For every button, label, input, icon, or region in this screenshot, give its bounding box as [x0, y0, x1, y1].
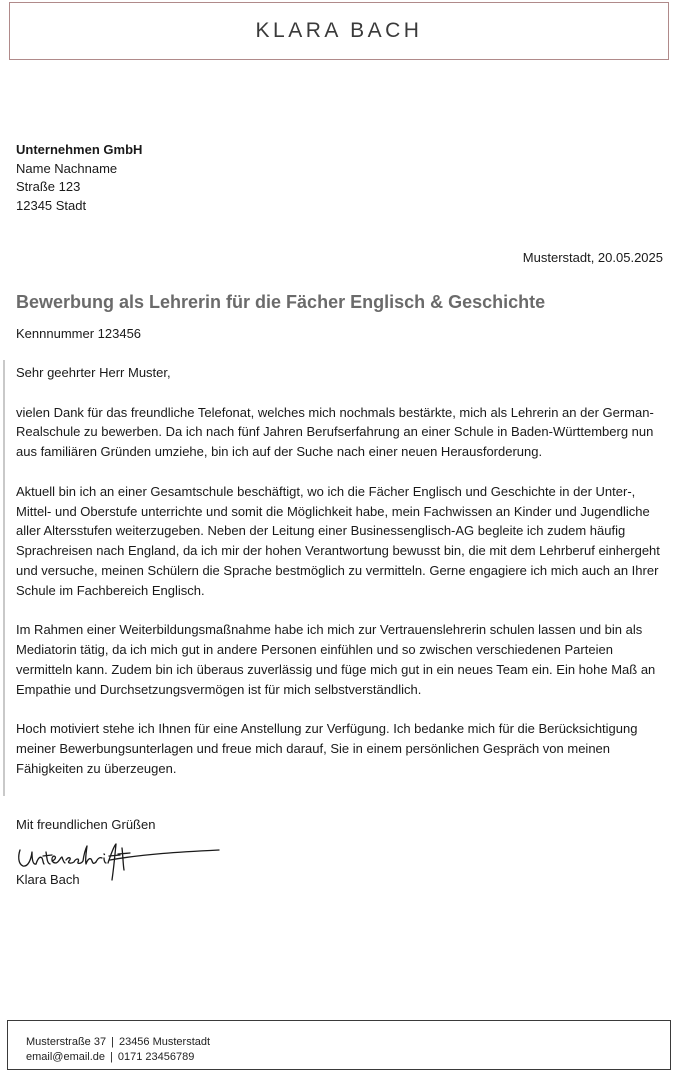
letter-subject: Bewerbung als Lehrerin für die Fächer Englisch & Geschichte: [16, 292, 546, 312]
margin-rule: [3, 360, 5, 796]
footer-address-line: [26, 1036, 210, 1048]
body-paragraph-2: Aktuell bin ich an einer Gesamtschule beschäftigt, wo ich die Fächer Englisch und Geschichte in der Unter-, Mittel- und Oberstufe unterrichte und somit die Möglichkeit habe, mein Fachwissen an Kinder und Jugendliche aller Altersstufen weiterzugeben. Neben der Leitung einer Businessenglisch-AG begleite ich zudem häufig Sprachreisen nach England, da ich mir der hohen Verantwortung bewusst bin, die mit dem Lehrberuf einhergeht und versuche, meinen Schülern die Sprache bestmöglich zu vermitteln. Gerne engagiere ich mich auch an Ihrer Schule im Fachbereich Englisch.: [16, 483, 660, 598]
salutation: Sehr geehrter Herr Muster,: [16, 365, 171, 380]
recipient-street: Straße 123: [16, 179, 81, 194]
footer-street: Musterstraße 37: [26, 1036, 107, 1048]
signer-name: Klara Bach: [16, 872, 80, 887]
footer-email: email@email.de: [26, 1051, 106, 1063]
letter-footer: [7, 1020, 671, 1070]
recipient-contact: Name Nachname: [16, 160, 118, 176]
body-paragraph-3: Im Rahmen einer Weiterbildungsmaßnahme habe ich mich zur Vertrauenslehrerin schulen lassen und bin als Mediatorin tätig, da ich mich gut in andere Personen einfühlen und so zwischen verschiedenen Parteien vermitteln kann. Zudem bin ich überaus zuverlässig und füge mich gut in ein neues Team ein. Ein hohe Maß an Empathie und Durchsetzungsvermögen ist für mich selbstverständlich.: [16, 622, 656, 697]
sender-name-heading: KLARA BACH: [255, 19, 423, 42]
footer-phone: 0171 23456789: [117, 1051, 195, 1063]
body-paragraph-1: vielen Dank für das freundliche Telefonat, welches mich nochmals bestärkte, mich als Lehrerin an der German-Realschule zu bewerben. Da ich nach fünf Jahren Berufserfahrung an einer Schule in Baden-Württemberg nun aus familiären Gründen umziehe, bin ich auf der Suche nach einer neuen Herausforderung.: [16, 404, 654, 460]
footer-separator: |: [110, 1051, 113, 1063]
reference-number: Kennnummer 123456: [16, 326, 142, 341]
footer-city: 23456 Musterstadt: [118, 1036, 211, 1048]
letter-date: Musterstadt, 20.05.2025: [522, 250, 663, 265]
letter-body: [16, 363, 660, 799]
recipient-company: Unternehmen GmbH: [16, 142, 143, 157]
footer-separator: |: [111, 1036, 114, 1048]
footer-contact-line: [26, 1051, 194, 1063]
recipient-city: 12345 Stadt: [16, 197, 87, 213]
recipient-address: [16, 141, 142, 215]
letter-header: [9, 2, 669, 60]
body-paragraph-4: Hoch motiviert stehe ich Ihnen für eine Anstellung zur Verfügung. Ich bedanke mich für die Berücksichtigung meiner Bewerbungsunterlagen und freue mich darauf, Sie in einem persönlichen Gespräch von meinen Fähigkeiten zu überzeugen.: [16, 721, 638, 776]
closing-phrase: Mit freundlichen Grüßen: [16, 817, 156, 832]
